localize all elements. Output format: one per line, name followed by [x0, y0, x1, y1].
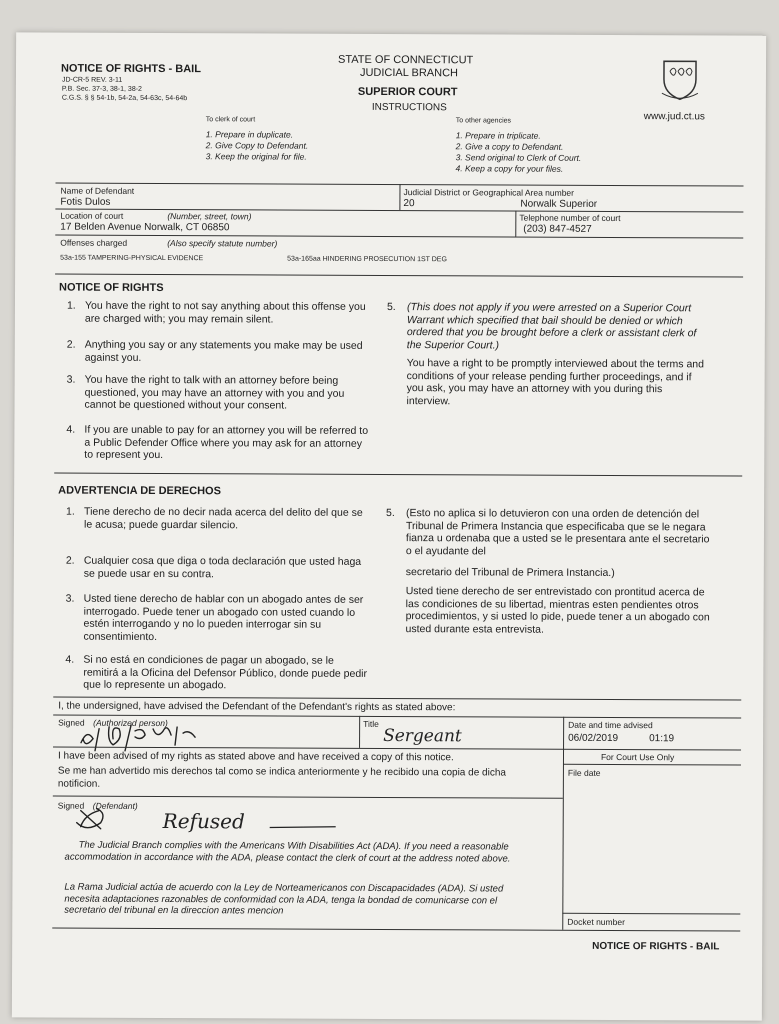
advertencia-item-5-note: (Esto no aplica si lo detuvieron con una orden de detención del Tribunal de Primera Instancia que especificaba que se le negara fianza u ordenaba que a usted se le presentara ante el secretario o el ayudante del	[405, 507, 710, 557]
form-ref: JD-CR-5 REV. 3-11	[61, 76, 123, 84]
notice-item-number: 3.	[66, 373, 76, 386]
divider	[53, 697, 741, 701]
advertencia-item-5: Usted tiene derecho de ser entrevistado con prontitud acerca de las condiciones de su libertad, mientras esten pendientes otros procedimientos, y si usted lo pide, puede tener a un abogado con usted durante esta entrevista.	[405, 585, 710, 636]
district-number: 20	[403, 198, 415, 210]
clerk-instruction: 2. Give Copy to Defendant.	[205, 140, 309, 151]
divider	[562, 913, 740, 915]
advised-statement: I, the undersigned, have advised the Defendant of the Defendant's rights as stated above:	[58, 700, 456, 714]
notice-item-5-note: (This does not apply if you were arrested on a Superior Court Warrant which specified that bail should be denied or which ordered that you be brought before a clerk or assistant clerk of the Superior Court.)	[406, 301, 697, 351]
state-heading: STATE OF CONNECTICUT	[338, 53, 474, 67]
authorized-person-label: (Authorized person)	[93, 717, 168, 729]
phone-label: Telephone number of court	[519, 212, 621, 224]
notice-heading: NOTICE OF RIGHTS	[59, 281, 164, 295]
ada-notice-en: The Judicial Branch complies with the Americans With Disabilities Act (ADA). If you need a reasonable accommodation in accordance with the ADA, please contact the clerk of court at the address noted above.	[64, 839, 511, 865]
form-pb-sec: P.B. Sec. 37-3, 38-1, 38-2	[61, 85, 142, 93]
officer-title: Sergeant	[383, 725, 462, 747]
divider	[54, 473, 742, 477]
defendant-label: (Defendant)	[92, 800, 138, 811]
advertencia-item-number: 4.	[65, 653, 75, 666]
notice-item: If you are unable to pay for an attorney you will be referred to a Public Defender Office where you may ask for an attorney to represent you.	[84, 423, 369, 462]
officer-signed-label: Signed	[58, 717, 85, 728]
agency-instruction: 3. Send original to Clerk of Court.	[455, 152, 582, 163]
notice-item-number: 1.	[66, 299, 76, 312]
agency-instruction: 4. Keep a copy for your files.	[455, 163, 564, 174]
divider	[53, 796, 563, 799]
divider	[359, 716, 360, 748]
notice-item-number: 2.	[66, 338, 76, 351]
advertencia-item-5-note-end: secretario del Tribunal de Primera Instancia.)	[405, 566, 615, 579]
clerk-instruction: 1. Prepare in duplicate.	[205, 129, 294, 140]
advertencia-item-number: 3.	[65, 592, 75, 605]
notice-item-number: 5.	[386, 300, 396, 314]
advertencia-item-number: 1.	[66, 505, 75, 518]
advertencia-item-number: 5.	[386, 506, 395, 520]
title-label: Title	[363, 718, 379, 729]
advertencia-heading: ADVERTENCIA DE DERECHOS	[58, 484, 221, 498]
notice-item: You have the right to not say anything about this offense you are charged with; you may remain silent.	[84, 299, 366, 325]
time-advised: 01:19	[649, 733, 675, 745]
location-label: Location of court	[60, 210, 124, 221]
clerk-instructions-heading: To clerk of court	[205, 116, 256, 124]
date-advised: 06/02/2019	[568, 732, 619, 745]
footer-title: NOTICE OF RIGHTS - BAIL	[592, 940, 720, 953]
instructions-heading: INSTRUCTIONS	[371, 101, 447, 114]
website-link[interactable]: www.jud.ct.us	[643, 111, 705, 123]
agency-instructions-heading: To other agencies	[455, 117, 512, 125]
divider	[52, 928, 740, 932]
notice-item: Anything you say or any statements you make may be used against you.	[84, 338, 363, 364]
divider	[399, 184, 400, 210]
defendant-signed-label: Signed	[57, 800, 85, 811]
defendant-mark	[73, 805, 113, 835]
notice-item-number: 4.	[66, 423, 76, 436]
connecticut-seal-icon	[656, 53, 704, 101]
divider	[55, 235, 743, 239]
signature-line-stroke	[268, 823, 338, 831]
date-advised-label: Date and time advised	[568, 719, 653, 731]
court-heading: SUPERIOR COURT	[357, 85, 458, 99]
advertencia-item-number: 2.	[65, 554, 75, 567]
advertencia-item: Si no está en condiciones de pagar un abogado, se le remitirá a la Oficina del Defensor Público, donde puede pedir que lo represente un abogado.	[83, 653, 368, 692]
received-statement-en: I have been advised of my rights as stated above and have received a copy of this notice.	[57, 750, 454, 764]
advertencia-item: Tiene derecho de no decir nada acerca del delito del que se le acusa; puede guardar silencio.	[83, 505, 363, 531]
court-phone: (203) 847-4527	[523, 223, 592, 235]
agency-instruction: 2. Give a copy to Defendant.	[455, 141, 564, 152]
district-name: Norwalk Superior	[520, 198, 598, 210]
defendant-name: Fotis Dulos	[60, 196, 111, 208]
advertencia-item: Usted tiene derecho de hablar con un abogado antes de ser interrogado. Puede tener un abogado con usted cuando lo estén interrogando y no lo pueden interrogar sin su consentimiento.	[83, 592, 364, 643]
clerk-instruction: 3. Keep the original for file.	[205, 151, 307, 162]
ada-notice-es: La Rama Judicial actúa de acuerdo con la Ley de Norteamericanos con Discapacidades (ADA). Si usted necesita adaptaciones razonables de conformidad con la ADA, tenga la bondad de comunicarse con el secretario del tribunal en la direccion antes mencion	[64, 881, 504, 917]
received-statement-es: Se me han advertido mis derechos tal como se indica anteriormente y he recibido una copia de dicha notificion.	[57, 765, 506, 790]
defendant-refused: Refused	[162, 809, 245, 834]
file-date-label: File date	[567, 767, 601, 778]
divider	[55, 209, 743, 213]
court-location: 17 Belden Avenue Norwalk, CT 06850	[60, 221, 230, 234]
offense-item: 53a-165aa HINDERING PROSECUTION 1ST DEG	[287, 255, 447, 264]
form-title: NOTICE OF RIGHTS - BAIL	[60, 62, 201, 76]
offenses-label: Offenses charged	[60, 237, 128, 248]
form-page	[12, 32, 766, 1020]
divider	[515, 211, 516, 237]
court-use-label: For Court Use Only	[600, 751, 675, 763]
agency-instruction: 1. Prepare in triplicate.	[455, 130, 541, 141]
branch-heading: JUDICIAL BRANCH	[359, 66, 459, 80]
location-hint: (Number, street, town)	[167, 211, 252, 222]
offenses-hint: (Also specify statute number)	[167, 238, 278, 249]
docket-number-label: Docket number	[567, 916, 625, 928]
divider	[55, 274, 743, 278]
advertencia-item: Cualquier cosa que diga o toda declaración que usted haga se puede usar en su contra.	[83, 554, 362, 580]
notice-item: You have the right to talk with an attorney before being questioned, you may have an attorney with you and you cannot be questioned without your consent.	[84, 373, 345, 412]
divider	[563, 764, 741, 766]
offense-item: 53a-155 TAMPERING-PHYSICAL EVIDENCE	[60, 254, 204, 263]
notice-item-5: You have a right to be promptly interviewed about the terms and conditions of your release pending further proceedings, and if you ask, you may have an attorney with you during this interview.	[406, 357, 705, 407]
district-label: Judicial District or Geographical Area number	[403, 187, 575, 198]
form-cgs: C.G.S. § § 54-1b, 54-2a, 54-63c, 54-64b	[61, 94, 188, 103]
defendant-name-label: Name of Defendant	[60, 185, 135, 196]
